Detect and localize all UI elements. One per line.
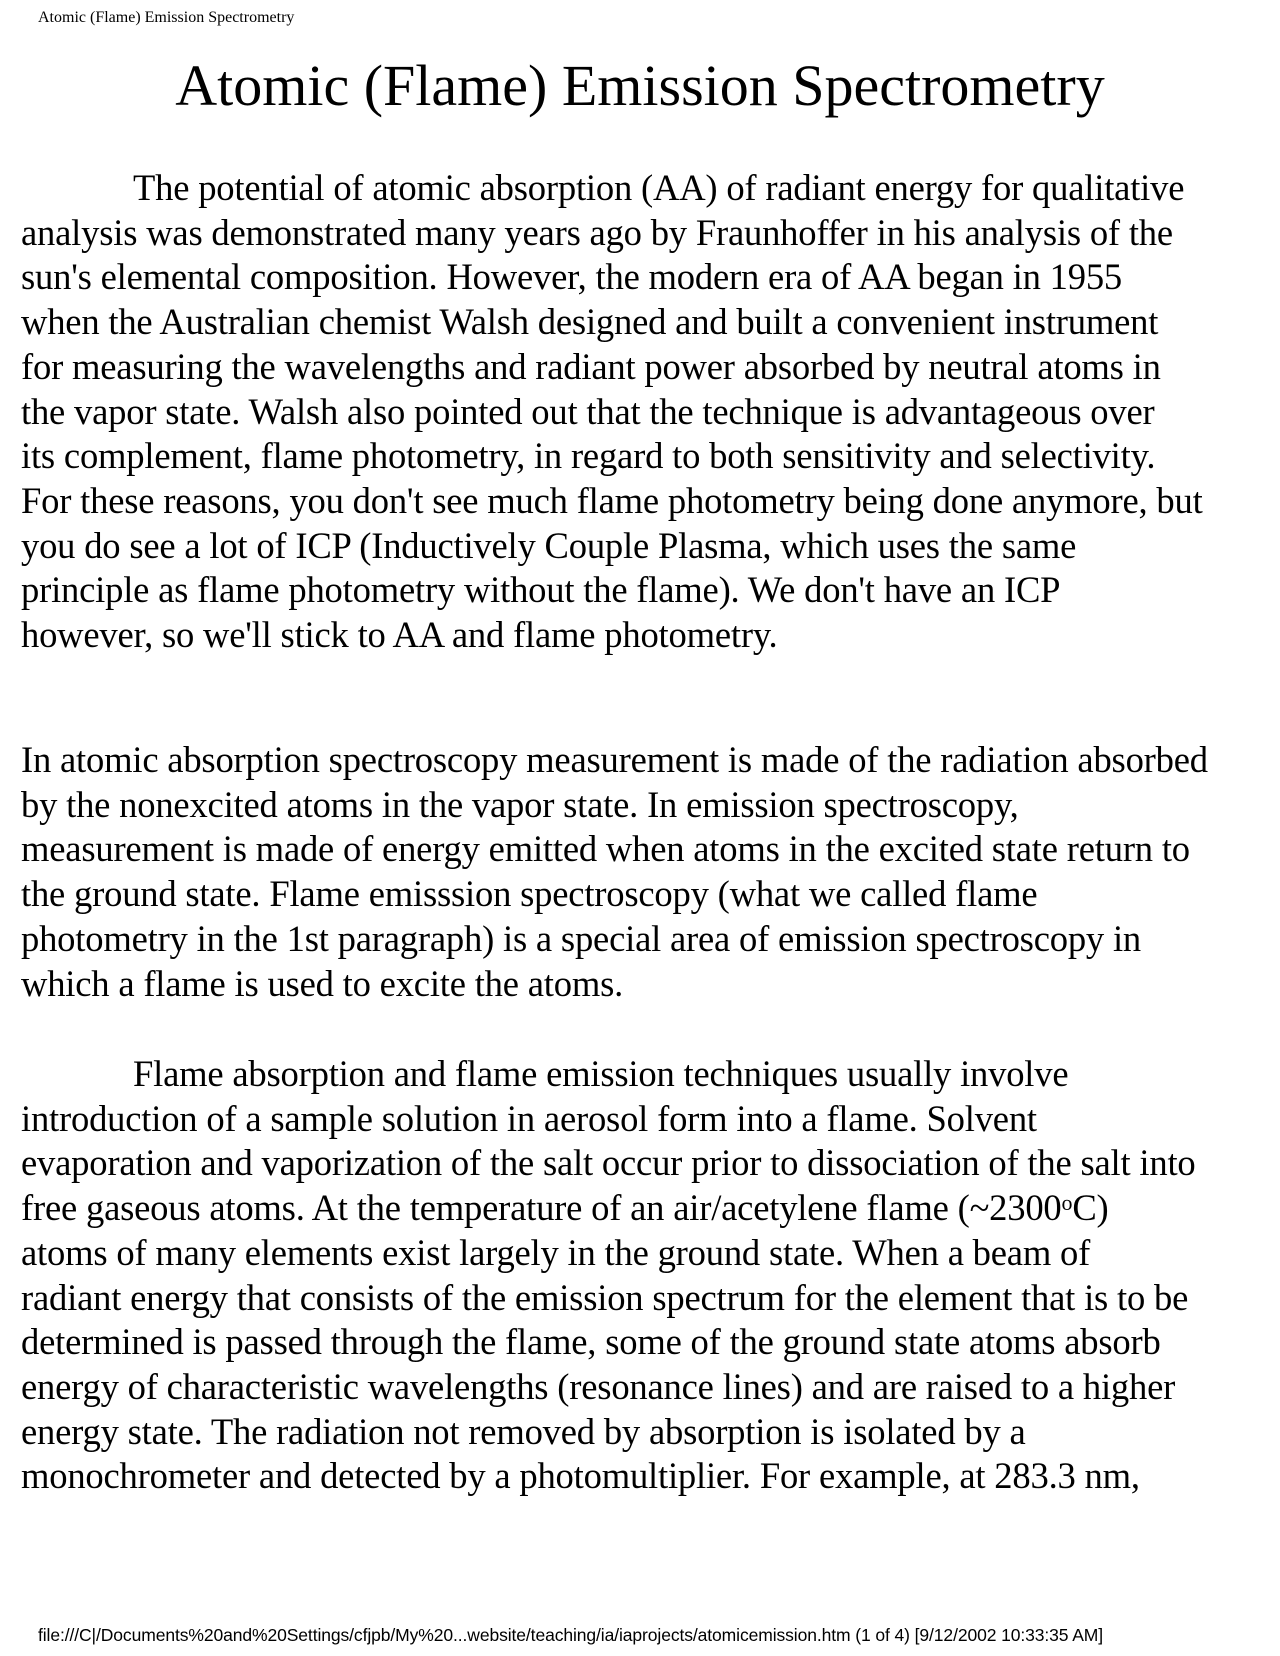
- page-title: Atomic (Flame) Emission Spectrometry: [175, 53, 1105, 118]
- text-line: the ground state. Flame emisssion spectroscopy (what we called flame: [21, 873, 1038, 915]
- print-footer-path: file:///C|/Documents%20and%20Settings/cfjpb/My%20...website/teaching/ia/iaprojects/atomicemission.htm (1 of 4) [9/12/2002 10:33:35 AM]: [38, 1625, 1104, 1645]
- text-line: principle as flame photometry without the flame). We don't have an ICP: [21, 569, 1061, 611]
- text-line: however, so we'll stick to AA and flame photometry.: [21, 614, 778, 656]
- text-line: photometry in the 1st paragraph) is a special area of emission spectroscopy in: [21, 917, 1142, 959]
- paragraph-flame-techniques: [21, 1052, 1266, 1499]
- text-line: atoms of many elements exist largely in the ground state. When a beam of: [21, 1231, 1091, 1273]
- text-line: energy state. The radiation not removed by absorption is isolated by a: [21, 1410, 1026, 1452]
- text-line: the vapor state. Walsh also pointed out that the technique is advantageous over: [21, 390, 1155, 432]
- text-line: In atomic absorption spectroscopy measurement is made of the radiation absorbed: [21, 739, 1208, 780]
- text-fragment: C): [1072, 1187, 1109, 1229]
- text-line: you do see a lot of ICP (Inductively Couple Plasma, which uses the same: [21, 524, 1077, 566]
- text-line: monochrometer and detected by a photomultiplier. For example, at 283.3 nm,: [21, 1455, 1140, 1497]
- text-line: by the nonexcited atoms in the vapor state. In emission spectroscopy,: [21, 783, 1019, 825]
- text-line: evaporation and vaporization of the salt occur prior to dissociation of the salt into: [21, 1142, 1196, 1184]
- text-line: The potential of atomic absorption (AA) of radiant energy for qualitative: [133, 167, 1185, 208]
- text-line: radiant energy that consists of the emission spectrum for the element that is to be: [21, 1276, 1189, 1318]
- text-fragment: free gaseous atoms. At the temperature of an air/acetylene flame (~2300: [21, 1187, 1062, 1229]
- text-line: Flame absorption and flame emission techniques usually involve: [133, 1053, 1069, 1094]
- text-line: for measuring the wavelengths and radiant power absorbed by neutral atoms in: [21, 345, 1161, 387]
- text-line: energy of characteristic wavelengths (resonance lines) and are raised to a higher: [21, 1365, 1176, 1407]
- paragraph-intro: [21, 166, 1266, 658]
- print-header-title: Atomic (Flame) Emission Spectrometry: [38, 9, 295, 26]
- paragraph-absorption-vs-emission: [21, 738, 1266, 1006]
- text-line: measurement is made of energy emitted when atoms in the excited state return to: [21, 828, 1190, 870]
- text-line: analysis was demonstrated many years ago by Fraunhoffer in his analysis of the: [21, 211, 1173, 253]
- text-line-with-superscript: [21, 1186, 1266, 1231]
- degree-superscript: o: [1061, 1190, 1073, 1216]
- text-line: For these reasons, you don't see much flame photometry being done anymore, but: [21, 479, 1203, 521]
- text-line: introduction of a sample solution in aerosol form into a flame. Solvent: [21, 1097, 1037, 1139]
- text-line: determined is passed through the flame, some of the ground state atoms absorb: [21, 1321, 1161, 1363]
- text-line: when the Australian chemist Walsh designed and built a convenient instrument: [21, 301, 1159, 343]
- text-line: which a flame is used to excite the atoms.: [21, 962, 624, 1004]
- text-line: sun's elemental composition. However, the modern era of AA began in 1955: [21, 256, 1123, 298]
- text-line: its complement, flame photometry, in regard to both sensitivity and selectivity.: [21, 435, 1156, 477]
